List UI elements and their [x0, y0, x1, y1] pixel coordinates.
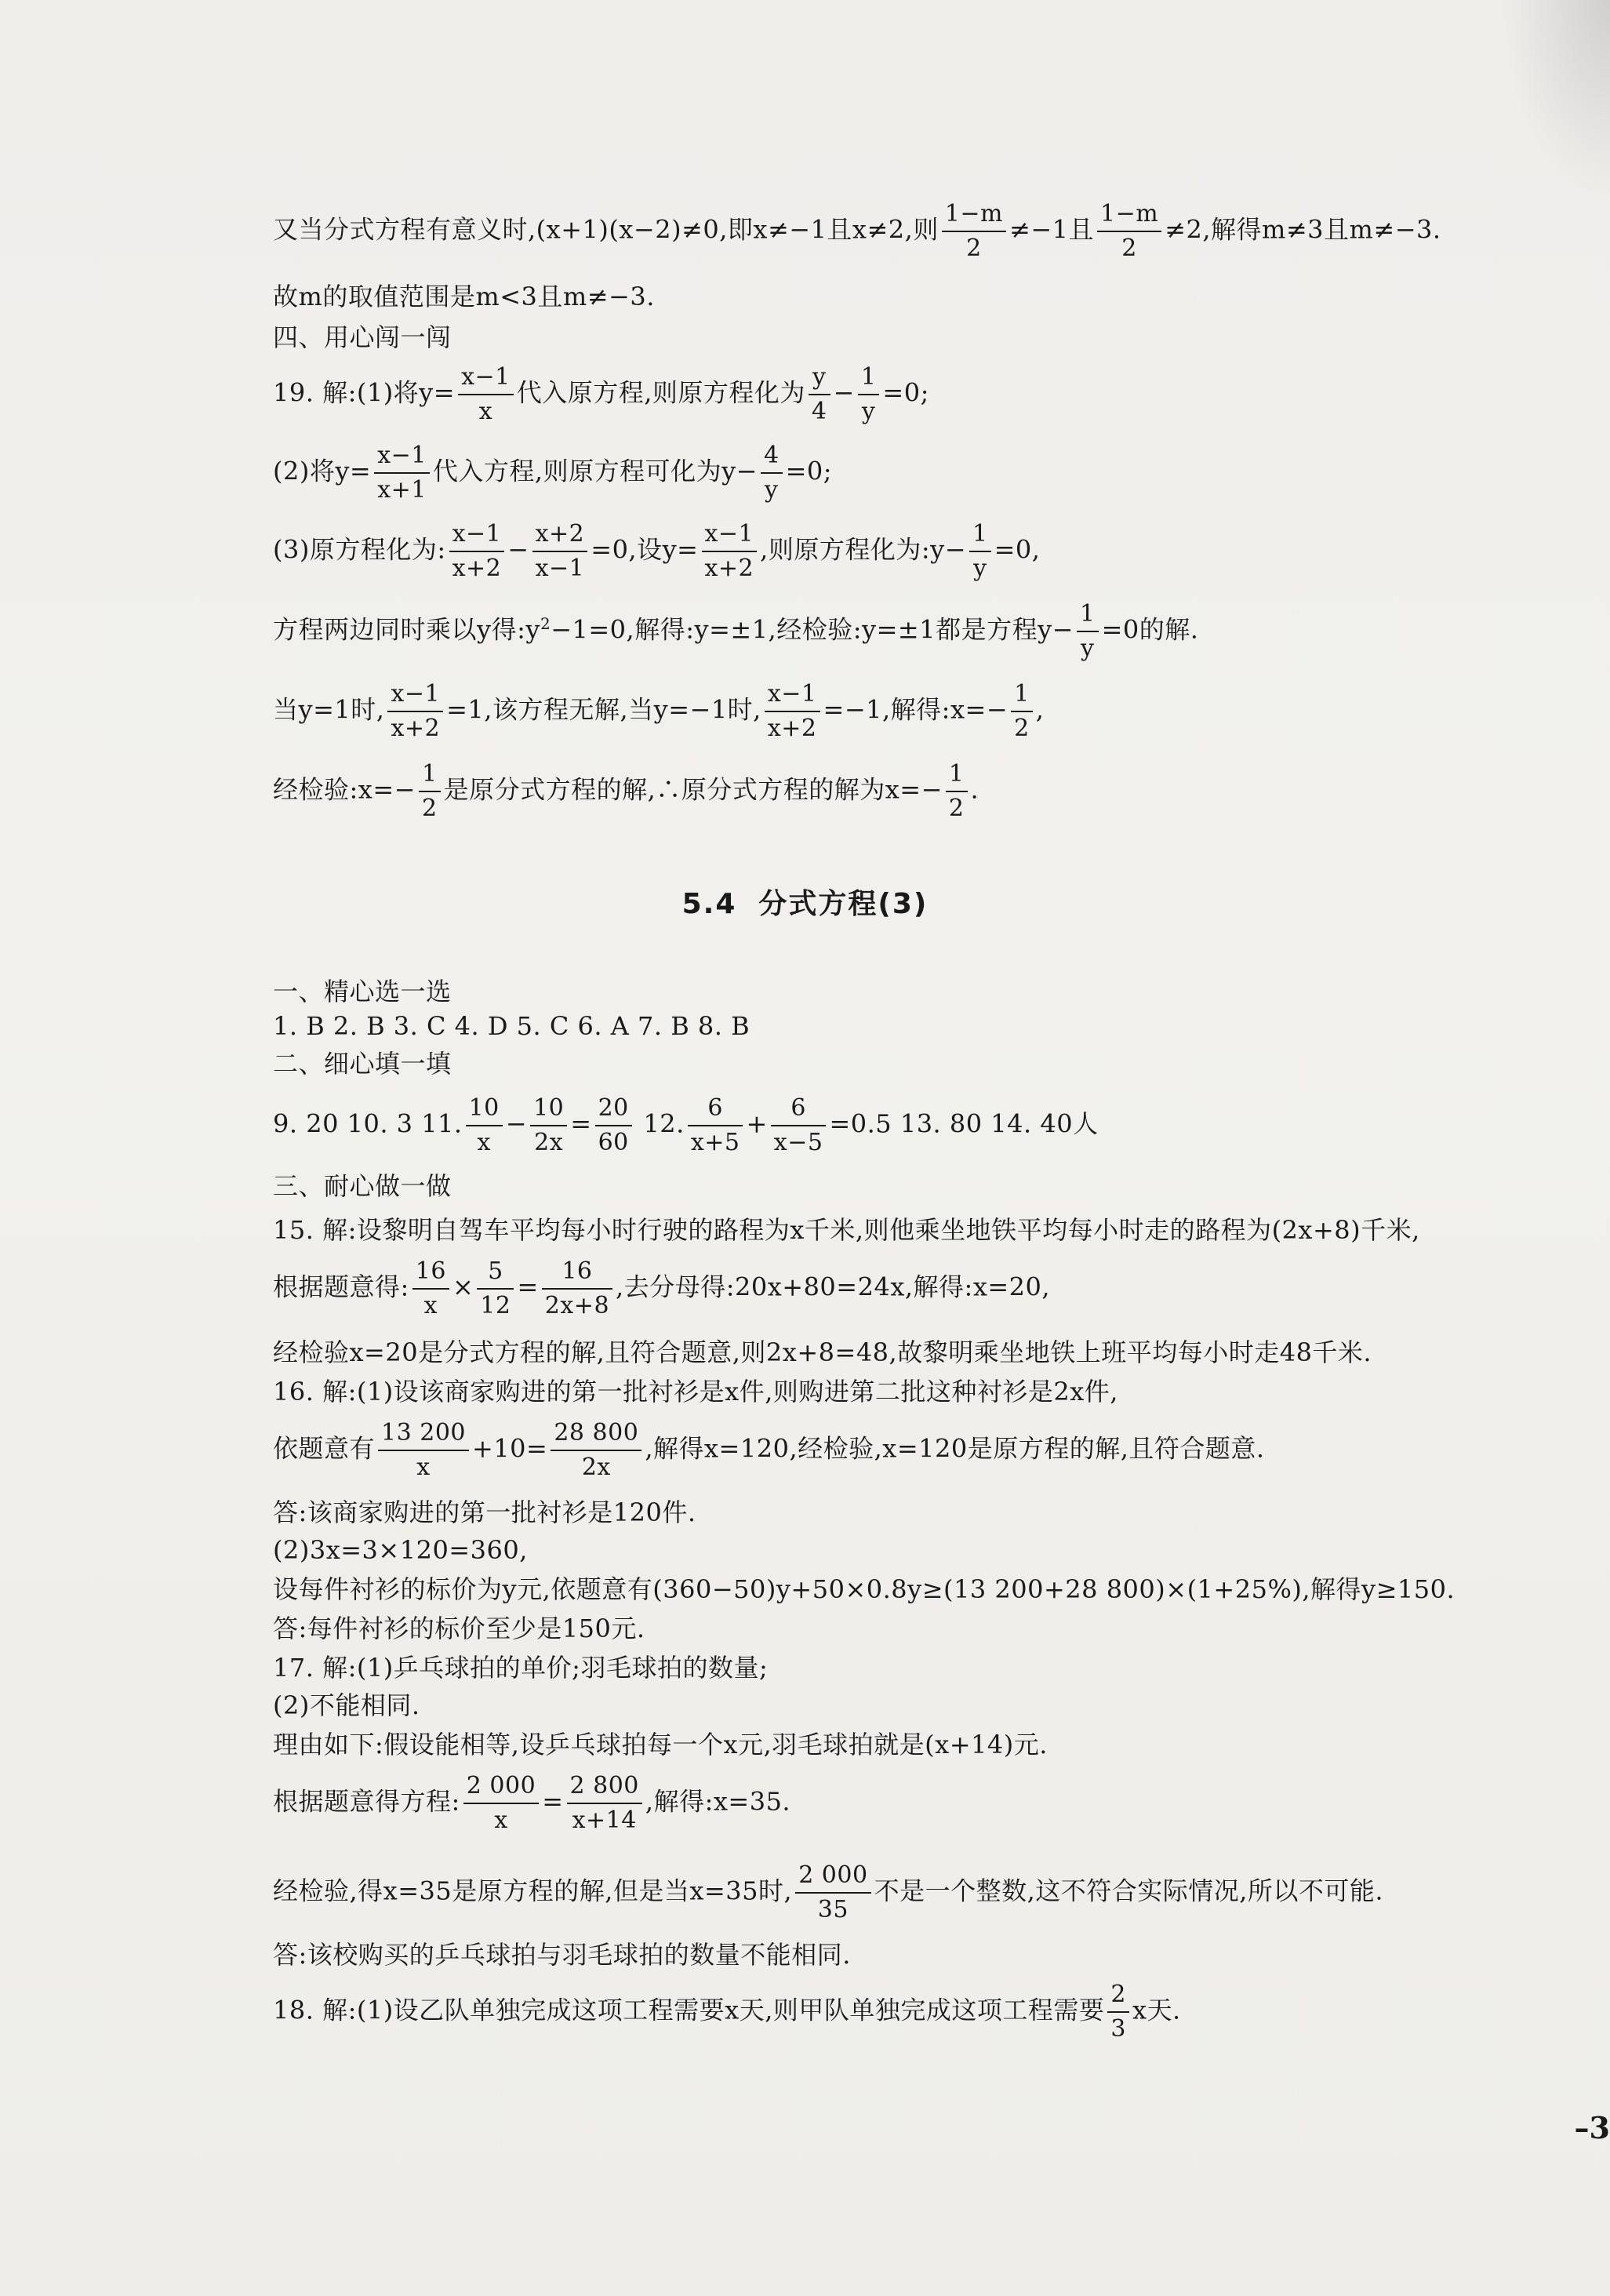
fraction: [463, 1770, 539, 1837]
denominator: x: [477, 1129, 491, 1156]
denominator: x: [478, 398, 493, 425]
fraction: [946, 758, 968, 825]
text-run: 是原分式方程的解,∴原分式方程的解为x=−: [443, 774, 943, 805]
numerator: x+2: [532, 518, 588, 552]
text-line: [273, 758, 979, 825]
denominator: x+14: [572, 1807, 637, 1834]
fraction: [466, 1092, 503, 1159]
fraction: [458, 361, 514, 428]
denominator: x+1: [377, 476, 427, 504]
fraction: [378, 1417, 469, 1484]
numerator: x−1: [702, 518, 758, 552]
text-run: 答:每件衬衫的标价至少是150元.: [273, 1614, 645, 1643]
text-line: [273, 361, 929, 428]
fraction: [477, 1255, 514, 1323]
fraction: [809, 361, 830, 428]
text-run: 设每件衬衫的标价为y元,依题意有(360−50)y+50×0.8y≥(13 200+28 800)×(1+25%),解得y≥150.: [273, 1574, 1456, 1604]
denominator: x−5: [773, 1129, 823, 1156]
text-run: 根据题意得:: [273, 1272, 409, 1302]
fraction: [858, 361, 880, 428]
numerator: 1: [946, 758, 968, 792]
numerator: 2 000: [463, 1770, 539, 1804]
fraction: [595, 1092, 632, 1159]
numerator: y: [809, 361, 830, 395]
fraction: [765, 678, 820, 745]
fraction: [771, 1092, 827, 1159]
text-line: [273, 439, 832, 507]
fraction: [412, 1255, 449, 1323]
fraction: [969, 518, 991, 585]
denominator: 4: [811, 398, 827, 425]
section-heading: [273, 1169, 452, 1203]
numerator: 1: [858, 361, 880, 395]
denominator: 2: [966, 235, 982, 262]
text-run: +10=: [472, 1433, 548, 1464]
numerator: 4: [761, 439, 783, 474]
fraction: [1011, 678, 1033, 745]
denominator: y: [1081, 635, 1095, 662]
fraction: [761, 439, 783, 507]
numerator: 10: [530, 1092, 567, 1126]
fraction: [542, 1255, 612, 1323]
numerator: 2: [1107, 1978, 1129, 2013]
denominator: 12: [480, 1292, 511, 1319]
text-run: 代入原方程,则原方程化为: [516, 377, 805, 408]
text-run: ≠−1且: [1009, 214, 1094, 245]
numerator: 28 800: [551, 1417, 641, 1451]
text-run: ,解得:x=35.: [645, 1786, 791, 1817]
text-run: ,解得x=120,经检验,x=120是原方程的解,且符合题意.: [645, 1433, 1265, 1464]
text-run: =0;: [882, 377, 929, 408]
text-line: [273, 1978, 1181, 2046]
denominator: y: [861, 398, 876, 425]
section-title: [0, 882, 1610, 922]
answer-line: [273, 1092, 1099, 1159]
text-run: ,则原方程化为:y−: [760, 534, 967, 565]
denominator: x+2: [767, 715, 817, 742]
denominator: x: [416, 1454, 431, 1481]
numerator: x−1: [449, 518, 505, 552]
numerator: 10: [466, 1092, 503, 1126]
text-run: 15. 解:设黎明自驾车平均每小时行驶的路程为x千米,则他乘坐地铁平均每小时走的路程为(2x+8)千米,: [273, 1215, 1420, 1245]
fraction: [1077, 598, 1099, 665]
text-line: [273, 678, 1044, 745]
denominator: y: [973, 555, 987, 582]
denominator: y: [765, 476, 779, 504]
numerator: x−1: [765, 678, 820, 712]
text-run: 又当分式方程有意义时,(x+1)(x−2)≠0,即x≠−1且x≠2,则: [273, 214, 939, 245]
text-run: 根据题意得方程:: [273, 1786, 460, 1817]
denominator: x: [494, 1807, 508, 1834]
text-run: 代入方程,则原方程可化为y−: [432, 456, 758, 486]
numerator: 6: [688, 1092, 743, 1126]
numerator: 16: [412, 1255, 449, 1290]
fraction: [1107, 1978, 1129, 2046]
text-run: −: [507, 534, 529, 565]
numerator: 2 800: [567, 1770, 642, 1804]
numerator: x−1: [387, 678, 443, 712]
text-run: 经检验,得x=35是原方程的解,但是当x=35时,: [273, 1876, 793, 1906]
text-line: [273, 279, 655, 314]
text-run: 17. 解:(1)乒乓球拍的单价;羽毛球拍的数量;: [273, 1653, 769, 1683]
text-run: (2)不能相同.: [273, 1690, 420, 1720]
text-run: 16. 解:(1)设该商家购进的第一批衬衫是x件,则购进第二批这种衬衫是2x件,: [273, 1377, 1118, 1406]
text-run: 19. 解:(1)将y=: [273, 377, 456, 408]
fraction: [449, 518, 505, 585]
numerator: 13 200: [378, 1417, 469, 1451]
text-run: 12.: [634, 1108, 685, 1139]
text-line: [273, 1650, 768, 1685]
text-run: =0;: [785, 456, 833, 486]
text-run: (2)3x=3×120=360,: [273, 1535, 528, 1565]
denominator: x+5: [690, 1129, 740, 1156]
section-heading: [273, 320, 452, 355]
text-run: 依题意有: [273, 1433, 376, 1464]
section-number: 5.4: [681, 888, 737, 920]
numerator: 5: [477, 1255, 514, 1290]
text-run: −1=0,解得:y=±1,经检验:y=±1都是方程y−: [551, 614, 1074, 645]
text-line: [273, 1533, 528, 1567]
text-run: 答:该商家购进的第一批衬衫是120件.: [273, 1497, 696, 1527]
fraction: [942, 198, 1006, 265]
text-run: 9. 20 10. 3 11.: [273, 1108, 463, 1139]
denominator: 2x+8: [544, 1292, 610, 1319]
text-line: [273, 1859, 1383, 1927]
text-line: [273, 198, 1441, 265]
text-run: ,去分母得:20x+80=24x,解得:x=20,: [616, 1272, 1051, 1302]
text-run: 当y=1时,: [273, 694, 385, 725]
text-run: 理由如下:假设能相等,设乒乓球拍每一个x元,羽毛球拍就是(x+14)元.: [273, 1730, 1048, 1759]
fraction: [530, 1092, 567, 1159]
text-run: =0.5 13. 80 14. 40人: [829, 1108, 1099, 1139]
denominator: 60: [598, 1129, 629, 1156]
text-run: ,: [1035, 694, 1045, 725]
text-run: −: [833, 377, 855, 408]
text-run: +: [746, 1108, 768, 1139]
denominator: 2: [1121, 235, 1137, 262]
text-line: [273, 598, 1198, 665]
text-run: =1,该方程无解,当y=−1时,: [446, 694, 761, 725]
fraction: [702, 518, 758, 585]
numerator: 1−m: [1097, 198, 1161, 232]
text-run: (3)原方程化为:: [273, 534, 446, 565]
text-run: 18. 解:(1)设乙队单独完成这项工程需要x天,则甲队单独完成这项工程需要: [273, 1995, 1105, 2025]
denominator: 2x: [581, 1454, 611, 1481]
text-run: (2)将y=: [273, 456, 372, 486]
text-run: −: [505, 1108, 528, 1139]
fraction: [374, 439, 430, 507]
denominator: x: [423, 1292, 438, 1319]
denominator: x+2: [704, 555, 754, 582]
text-line: [273, 1255, 1050, 1323]
text-line: [273, 1688, 420, 1723]
numerator: 2 000: [795, 1859, 870, 1894]
text-line: [273, 1938, 851, 1972]
page-number: –3: [1574, 2110, 1610, 2145]
text-run: 答:该校购买的乒乓球拍与羽毛球拍的数量不能相同.: [273, 1940, 851, 1970]
text-run: =0的解.: [1101, 614, 1199, 645]
fraction: [551, 1417, 641, 1484]
text-line: [273, 518, 1040, 585]
text-line: [273, 1335, 1372, 1370]
text-run: 二、细心填一填: [273, 1049, 452, 1079]
numerator: 1: [419, 758, 441, 792]
numerator: x−1: [374, 439, 430, 474]
denominator: 2x: [534, 1129, 564, 1156]
text-run: =: [517, 1272, 539, 1302]
denominator: x−1: [535, 555, 585, 582]
section-title-text: 分式方程(3): [758, 888, 929, 920]
text-run: 方程两边同时乘以y得:y: [273, 614, 540, 645]
scan-shadow: [1500, 0, 1610, 204]
text-run: =0,设y=: [591, 534, 699, 565]
superscript: 2: [540, 613, 551, 633]
fraction: [1097, 198, 1161, 265]
text-run: =: [542, 1786, 564, 1817]
text-line: [273, 1727, 1048, 1762]
numerator: 1: [1011, 678, 1033, 712]
fraction: [795, 1859, 870, 1927]
numerator: 1: [969, 518, 991, 552]
text-run: =−1,解得:x=−: [823, 694, 1009, 725]
fraction: [688, 1092, 743, 1159]
text-run: 不是一个整数,这不符合实际情况,所以不可能.: [874, 1876, 1384, 1906]
numerator: 6: [771, 1092, 827, 1126]
text-line: [273, 1495, 696, 1530]
denominator: 2: [421, 795, 438, 822]
text-run: .: [970, 774, 979, 805]
text-run: x天.: [1132, 1995, 1181, 2025]
text-run: ≠2,解得m≠3且m≠−3.: [1165, 214, 1441, 245]
text-run: 1. B 2. B 3. C 4. D 5. C 6. A 7. B 8. B: [273, 1011, 750, 1041]
numerator: 20: [595, 1092, 632, 1126]
text-run: ×: [452, 1272, 474, 1302]
text-line: [273, 1213, 1420, 1247]
text-run: =0,: [994, 534, 1041, 565]
numerator: 1−m: [942, 198, 1006, 232]
text-run: 经检验:x=−: [273, 774, 416, 805]
numerator: 16: [542, 1255, 612, 1290]
section-heading: [273, 1046, 452, 1081]
answer-line: [273, 1009, 750, 1043]
denominator: x+2: [452, 555, 502, 582]
numerator: 1: [1077, 598, 1099, 632]
text-run: =: [570, 1108, 592, 1139]
denominator: 2: [1014, 715, 1030, 742]
section-heading: [273, 974, 452, 1009]
text-run: 故m的取值范围是m<3且m≠−3.: [273, 282, 655, 311]
denominator: 2: [948, 795, 965, 822]
fraction: [387, 678, 443, 745]
fraction: [532, 518, 588, 585]
text-run: 一、精心选一选: [273, 977, 452, 1006]
denominator: x+2: [391, 715, 441, 742]
text-run: 三、耐心做一做: [273, 1171, 452, 1201]
fraction: [419, 758, 441, 825]
text-line: [273, 1374, 1118, 1409]
denominator: 35: [817, 1896, 849, 1923]
text-line: [273, 1572, 1455, 1606]
numerator: x−1: [458, 361, 514, 395]
text-run: 四、用心闯一闯: [273, 322, 452, 352]
denominator: 3: [1110, 2015, 1126, 2043]
text-line: [273, 1611, 645, 1646]
text-line: [273, 1417, 1265, 1484]
text-line: [273, 1770, 790, 1837]
fraction: [567, 1770, 642, 1837]
text-run: 经检验x=20是分式方程的解,且符合题意,则2x+8=48,故黎明乘坐地铁上班平均每小时走48千米.: [273, 1337, 1372, 1367]
